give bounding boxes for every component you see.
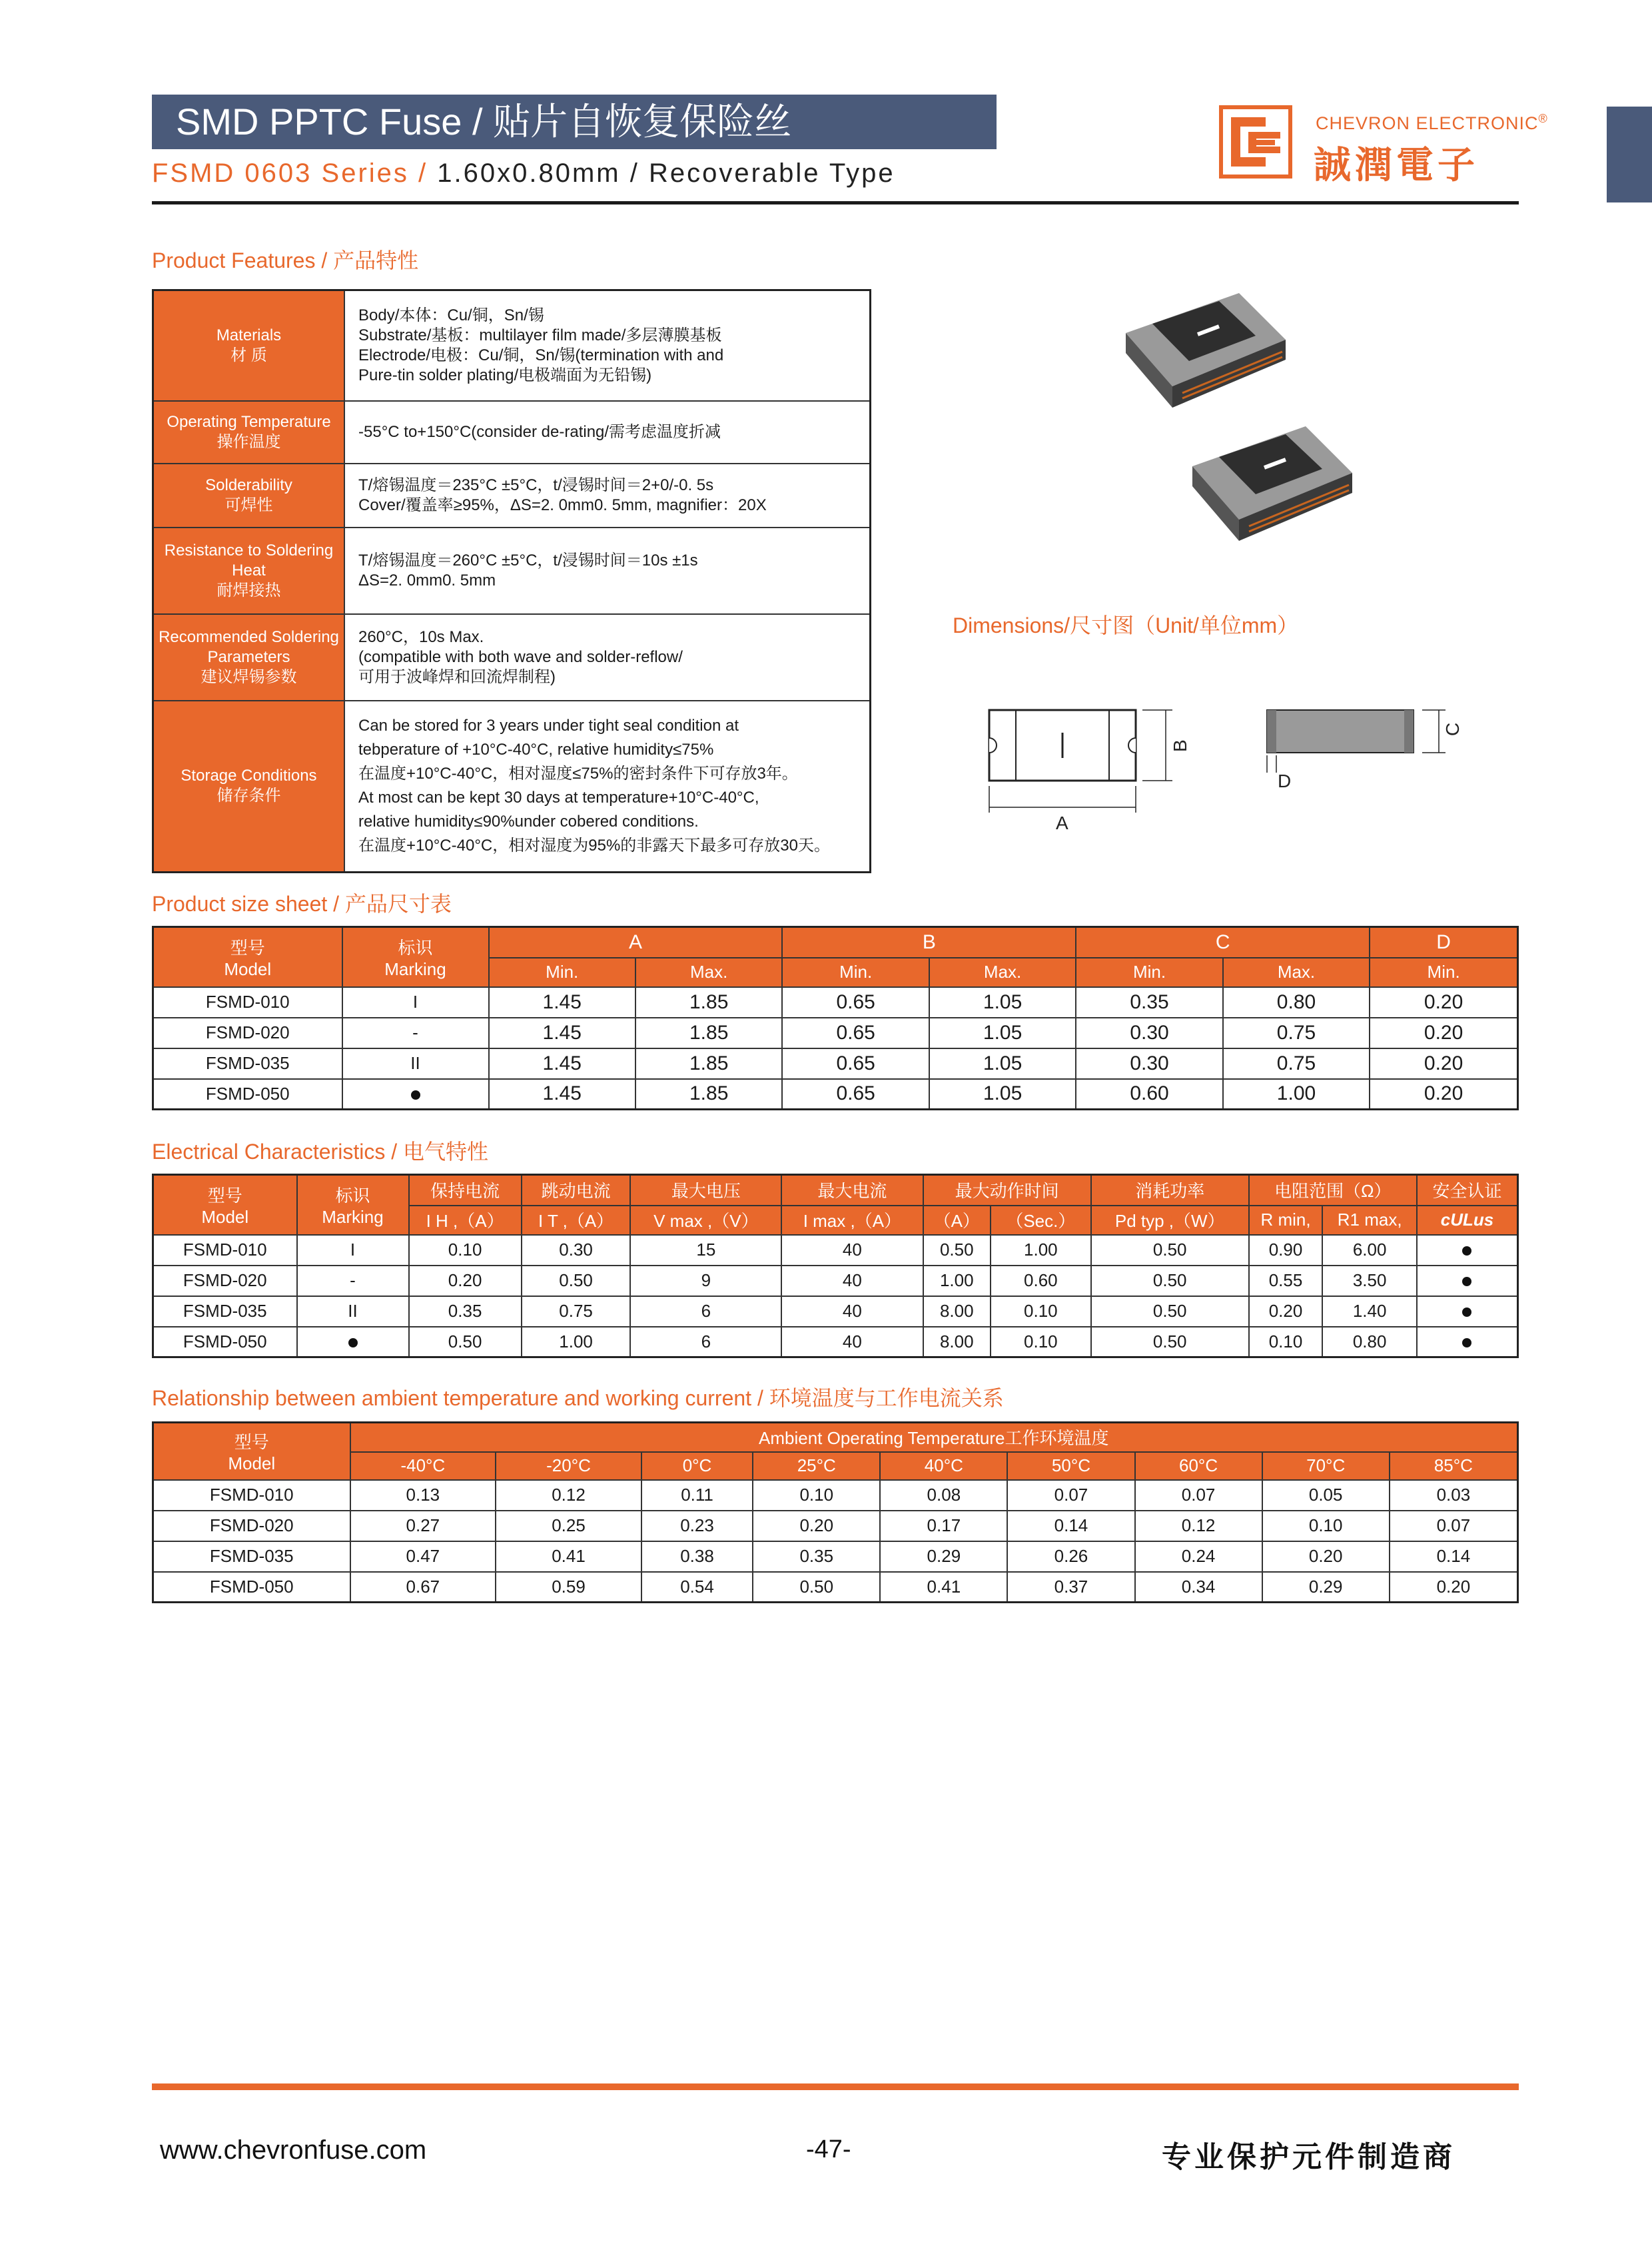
cell-value: 0.35: [409, 1296, 522, 1327]
cell-value: 40: [781, 1235, 923, 1266]
size-table: [152, 926, 1519, 1110]
cell-value: 1.00: [991, 1235, 1091, 1266]
cell-value: 1.05: [929, 1079, 1076, 1110]
cell-value: 1.45: [489, 1018, 635, 1048]
cell-value: 0.10: [1262, 1511, 1390, 1541]
cell-value: 0.80: [1322, 1327, 1417, 1357]
cell-value: 0.10: [991, 1327, 1091, 1357]
cell-value: 0.60: [991, 1266, 1091, 1296]
header-ambient-temp: Ambient Operating Temperature工作环境温度: [350, 1423, 1518, 1452]
cell-value: 9: [630, 1266, 781, 1296]
cell-marking: I: [297, 1235, 409, 1266]
series-size: 1.60x0.80mm / Recoverable Type: [428, 159, 895, 188]
cell-model: FSMD-050: [153, 1079, 342, 1110]
cell-model: FSMD-050: [153, 1327, 297, 1357]
cell-marking-dot: [342, 1079, 489, 1110]
cell-marking: I: [342, 987, 489, 1018]
table-row: [153, 1572, 1518, 1603]
header-temp: 50°C: [1007, 1452, 1134, 1480]
table-row: [153, 987, 1518, 1018]
cell-value: 0.41: [880, 1572, 1007, 1603]
cell-value: 0.14: [1390, 1541, 1518, 1572]
table-row: [153, 1266, 1518, 1296]
cell-value: 0.30: [1076, 1018, 1222, 1048]
header-sub: V max ,（V）: [630, 1206, 781, 1235]
cell-value: 0.30: [522, 1235, 631, 1266]
cell-value: 0.20: [1370, 1048, 1517, 1079]
series-name: FSMD 0603 Series /: [152, 159, 428, 188]
cell-value: 0.10: [753, 1480, 880, 1511]
registered-mark: ®: [1538, 112, 1548, 125]
feature-text: Body/本体：Cu/铜，Sn/锡 Substrate/基板：multilayer film made/多层薄膜基板 Electrode/电极：Cu/铜，Sn/锡(termination with and Pure-tin solder plating/电极端面为无铅锡): [344, 290, 871, 401]
feature-row-operating-temp: [153, 401, 871, 464]
temperature-table: [152, 1421, 1519, 1603]
header-power: 消耗功率: [1091, 1175, 1249, 1206]
feature-label: Materials 材 质: [153, 290, 345, 401]
cell-model: FSMD-020: [153, 1266, 297, 1296]
cell-value: 0.65: [782, 1048, 929, 1079]
header-sub: Max.: [929, 958, 1076, 987]
page-title: SMD PPTC Fuse / 贴片自恢复保险丝: [152, 95, 997, 149]
cell-model: FSMD-010: [153, 987, 342, 1018]
certified-dot-icon: [1462, 1246, 1471, 1256]
marking-dot-icon: [411, 1090, 420, 1100]
header-group-d: D: [1370, 927, 1517, 958]
cell-value: 0.20: [1370, 1079, 1517, 1110]
cell-value: 1.85: [635, 987, 782, 1018]
cell-value: 0.75: [522, 1296, 631, 1327]
cell-value: 1.05: [929, 1048, 1076, 1079]
dim-label-c: C: [1442, 722, 1463, 736]
dim-label-a: A: [1056, 813, 1068, 833]
cell-value: 0.54: [641, 1572, 753, 1603]
header-model: 型号 Model: [153, 1175, 297, 1235]
feature-label: Solderability 可焊性: [153, 464, 345, 528]
header-temp: 60°C: [1135, 1452, 1262, 1480]
cell-value: 0.24: [1135, 1541, 1262, 1572]
header-sub: Min.: [1076, 958, 1222, 987]
header-hold-current: 保持电流: [409, 1175, 522, 1206]
electrical-table: [152, 1174, 1519, 1358]
chevron-logo: [1219, 105, 1354, 239]
cell-cert: [1417, 1296, 1518, 1327]
cell-value: 0.65: [782, 1079, 929, 1110]
cell-value: 0.38: [641, 1541, 753, 1572]
table-row: [153, 1296, 1518, 1327]
cell-value: 1.40: [1322, 1296, 1417, 1327]
cell-value: 0.50: [1091, 1296, 1249, 1327]
feature-label: Operating Temperature 操作温度: [153, 401, 345, 464]
cell-value: 0.80: [1223, 987, 1370, 1018]
dimensions-title: Dimensions/尺寸图（Unit/单位mm）: [953, 613, 1299, 637]
dimension-drawing: [979, 699, 1463, 833]
cell-cert: [1417, 1266, 1518, 1296]
cell-model: FSMD-035: [153, 1541, 350, 1572]
feature-label: Storage Conditions 储存条件: [153, 701, 345, 873]
header-sub: Max.: [1223, 958, 1370, 987]
feature-text: T/熔锡温度＝260°C ±5°C，t/浸锡时间＝10s ±1s ΔS=2. 0mm0. 5mm: [344, 528, 871, 614]
cell-value: 0.59: [496, 1572, 641, 1603]
header-divider: [152, 201, 1519, 204]
cell-value: 0.05: [1262, 1480, 1390, 1511]
cell-value: 0.11: [641, 1480, 753, 1511]
cell-value: 0.20: [1249, 1296, 1323, 1327]
header-sub: Min.: [1370, 958, 1517, 987]
cell-value: 0.20: [1370, 1018, 1517, 1048]
cell-value: 0.50: [522, 1266, 631, 1296]
cell-value: 1.00: [1223, 1079, 1370, 1110]
cell-value: 1.00: [522, 1327, 631, 1357]
cell-value: 0.29: [1262, 1572, 1390, 1603]
header-resistance: 电阻范围（Ω）: [1249, 1175, 1417, 1206]
header-model: 型号 Model: [153, 1423, 350, 1480]
side-tab: [1607, 107, 1652, 202]
certified-dot-icon: [1462, 1338, 1471, 1347]
feature-row-storage: [153, 701, 871, 873]
cell-model: FSMD-010: [153, 1235, 297, 1266]
cell-value: 0.17: [880, 1511, 1007, 1541]
cell-value: 0.90: [1249, 1235, 1323, 1266]
cell-cert: [1417, 1235, 1518, 1266]
cell-value: 8.00: [923, 1327, 991, 1357]
cell-value: 0.37: [1007, 1572, 1134, 1603]
cell-value: 0.25: [496, 1511, 641, 1541]
cell-value: 1.45: [489, 987, 635, 1018]
features-title: Product Features / 产品特性: [152, 248, 419, 272]
feature-text: Can be stored for 3 years under tight seal condition at tebperature of +10°C-40°C, relative humidity≤75% 在温度+10°C-40°C，相对湿度≤75%的密封条件下可存放3年。 At most can be kept 30 days at temperature+10°C-40°C, relative humidity≤90%under cobered conditions. 在温度+10°C-40°C，相对湿度为95%的非露天下最多可存放30天。: [344, 701, 871, 873]
header-sub: I H ,（A）: [409, 1206, 522, 1235]
cell-value: 0.65: [782, 987, 929, 1018]
brand-name-cn: 誠潤電子: [1314, 143, 1479, 187]
cell-value: 0.20: [753, 1511, 880, 1541]
feature-row-materials: [153, 290, 871, 401]
svg-text:CE: CE: [1352, 238, 1354, 239]
dim-label-b: B: [1170, 739, 1190, 752]
feature-text: T/熔锡温度＝235°C ±5°C，t/浸锡时间＝2+0/-0. 5s Cover/覆盖率≥95%，ΔS=2. 0mm0. 5mm, magnifier：20X: [344, 464, 871, 528]
cell-value: 0.10: [409, 1235, 522, 1266]
cell-value: 0.08: [880, 1480, 1007, 1511]
cell-model: FSMD-010: [153, 1480, 350, 1511]
cell-value: 0.07: [1007, 1480, 1134, 1511]
cell-model: FSMD-020: [153, 1018, 342, 1048]
brand-en-text: CHEVRON ELECTRONIC: [1316, 113, 1539, 133]
certified-dot-icon: [1462, 1308, 1471, 1317]
cell-marking-dot: [297, 1327, 409, 1357]
cell-value: 6.00: [1322, 1235, 1417, 1266]
header-max-voltage: 最大电压: [630, 1175, 781, 1206]
header-group-a: A: [489, 927, 783, 958]
cell-value: 0.10: [991, 1296, 1091, 1327]
cell-value: 0.35: [1076, 987, 1222, 1018]
table-row: [153, 1079, 1518, 1110]
cell-value: 0.75: [1223, 1048, 1370, 1079]
electrical-title: Electrical Characteristics / 电气特性: [152, 1140, 488, 1164]
cell-model: FSMD-035: [153, 1296, 297, 1327]
cell-value: 6: [630, 1296, 781, 1327]
cell-value: 40: [781, 1266, 923, 1296]
header-temp: -20°C: [496, 1452, 641, 1480]
header-trip-current: 跳动电流: [522, 1175, 631, 1206]
certified-dot-icon: [1462, 1277, 1471, 1286]
header-sub: Min.: [782, 958, 929, 987]
table-row: [153, 1048, 1518, 1079]
cell-value: 0.14: [1007, 1511, 1134, 1541]
cell-model: FSMD-035: [153, 1048, 342, 1079]
header-model: 型号 Model: [153, 927, 342, 987]
table-row: [153, 1480, 1518, 1511]
product-photo: [1119, 293, 1359, 546]
brand-name-en: [1316, 112, 1548, 134]
cell-value: 1.85: [635, 1018, 782, 1048]
header-temp: 0°C: [641, 1452, 753, 1480]
header-sub: R1 max,: [1322, 1206, 1417, 1235]
feature-text: 260°C，10s Max. (compatible with both wave and solder-reflow/ 可用于波峰焊和回流焊制程): [344, 614, 871, 701]
cell-cert: [1417, 1327, 1518, 1357]
header-sub: I max ,（A）: [781, 1206, 923, 1235]
header-sub: Pd typ ,（W）: [1091, 1206, 1249, 1235]
header-temp: 40°C: [880, 1452, 1007, 1480]
cell-value: 0.20: [1390, 1572, 1518, 1603]
table-row: [153, 1541, 1518, 1572]
size-sheet-title: Product size sheet / 产品尺寸表: [152, 892, 452, 916]
footer-slogan: 专业保护元件制造商: [1162, 2141, 1455, 2173]
table-row: [153, 1018, 1518, 1048]
cell-value: 1.00: [923, 1266, 991, 1296]
cell-value: 0.55: [1249, 1266, 1323, 1296]
fuse-chip-image: [1192, 426, 1352, 541]
cell-value: 0.50: [1091, 1266, 1249, 1296]
header-sub: Max.: [635, 958, 782, 987]
header-temp: -40°C: [350, 1452, 496, 1480]
feature-row-soldering-heat: [153, 528, 871, 614]
header-max-trip-time: 最大动作时间: [923, 1175, 1091, 1206]
cell-value: 40: [781, 1327, 923, 1357]
cell-value: 0.65: [782, 1018, 929, 1048]
cell-value: 0.13: [350, 1480, 496, 1511]
header-sub: I T ,（A）: [522, 1206, 631, 1235]
cell-value: 0.10: [1249, 1327, 1323, 1357]
header-marking: 标识 Marking: [342, 927, 489, 987]
header-marking: 标识 Marking: [297, 1175, 409, 1235]
table-row: [153, 1511, 1518, 1541]
feature-label: Recommended Soldering Parameters 建议焊锡参数: [153, 614, 345, 701]
cell-value: 0.07: [1135, 1480, 1262, 1511]
cell-marking: -: [297, 1266, 409, 1296]
temperature-title: Relationship between ambient temperature and working current / 环境温度与工作电流关系: [152, 1386, 1004, 1410]
page-number: -47-: [806, 2135, 851, 2163]
feature-row-soldering-params: [153, 614, 871, 701]
feature-label: Resistance to Soldering Heat 耐焊接热: [153, 528, 345, 614]
cell-value: 0.60: [1076, 1079, 1222, 1110]
cell-value: 0.03: [1390, 1480, 1518, 1511]
cell-value: 1.85: [635, 1079, 782, 1110]
header-sub: R min,: [1249, 1206, 1323, 1235]
cell-value: 0.26: [1007, 1541, 1134, 1572]
dim-label-d: D: [1278, 771, 1292, 791]
table-row: [153, 1235, 1518, 1266]
cell-value: 0.12: [496, 1480, 641, 1511]
cell-model: FSMD-020: [153, 1511, 350, 1541]
cell-model: FSMD-050: [153, 1572, 350, 1603]
header-temp: 25°C: [753, 1452, 880, 1480]
ul-certification-icon: cULus: [1417, 1206, 1518, 1235]
cell-value: 0.47: [350, 1541, 496, 1572]
marking-dot-icon: [348, 1338, 358, 1347]
cell-value: 0.23: [641, 1511, 753, 1541]
fuse-chip-image: [1126, 293, 1286, 408]
cell-value: 0.35: [753, 1541, 880, 1572]
header-certification: 安全认证: [1417, 1175, 1518, 1206]
cell-value: 0.41: [496, 1541, 641, 1572]
table-row: [153, 1327, 1518, 1357]
cell-value: 0.50: [1091, 1327, 1249, 1357]
header-sub: （Sec.）: [991, 1206, 1091, 1235]
cell-value: 0.67: [350, 1572, 496, 1603]
footer-website[interactable]: www.chevronfuse.com: [160, 2135, 427, 2165]
cell-value: 0.29: [880, 1541, 1007, 1572]
cell-value: 0.20: [1370, 987, 1517, 1018]
cell-value: 0.34: [1135, 1572, 1262, 1603]
footer-divider: [152, 2083, 1519, 2090]
cell-value: 0.20: [1262, 1541, 1390, 1572]
cell-value: 1.85: [635, 1048, 782, 1079]
cell-value: 3.50: [1322, 1266, 1417, 1296]
cell-value: 0.12: [1135, 1511, 1262, 1541]
cell-value: 0.20: [409, 1266, 522, 1296]
cell-value: 0.50: [1091, 1235, 1249, 1266]
cell-value: 0.30: [1076, 1048, 1222, 1079]
header-temp: 85°C: [1390, 1452, 1518, 1480]
cell-value: 1.05: [929, 1018, 1076, 1048]
header-temp: 70°C: [1262, 1452, 1390, 1480]
cell-value: 1.45: [489, 1048, 635, 1079]
cell-value: 0.75: [1223, 1018, 1370, 1048]
header-group-c: C: [1076, 927, 1370, 958]
cell-value: 0.50: [409, 1327, 522, 1357]
cell-value: 0.27: [350, 1511, 496, 1541]
header-group-b: B: [782, 927, 1076, 958]
cell-value: 6: [630, 1327, 781, 1357]
features-table: [152, 289, 871, 873]
cell-value: 0.07: [1390, 1511, 1518, 1541]
cell-marking: II: [297, 1296, 409, 1327]
cell-value: 8.00: [923, 1296, 991, 1327]
cell-value: 0.50: [923, 1235, 991, 1266]
header-max-current: 最大电流: [781, 1175, 923, 1206]
cell-value: 0.50: [753, 1572, 880, 1603]
cell-value: 15: [630, 1235, 781, 1266]
cell-marking: II: [342, 1048, 489, 1079]
cell-value: 40: [781, 1296, 923, 1327]
series-subtitle: [152, 159, 895, 188]
cell-value: 1.45: [489, 1079, 635, 1110]
feature-row-solderability: [153, 464, 871, 528]
feature-text: -55°C to+150°C(consider de-rating/需考虑温度折减: [344, 401, 871, 464]
cell-value: 1.05: [929, 987, 1076, 1018]
cell-marking: -: [342, 1018, 489, 1048]
header-sub: （A）: [923, 1206, 991, 1235]
header-sub: Min.: [489, 958, 635, 987]
